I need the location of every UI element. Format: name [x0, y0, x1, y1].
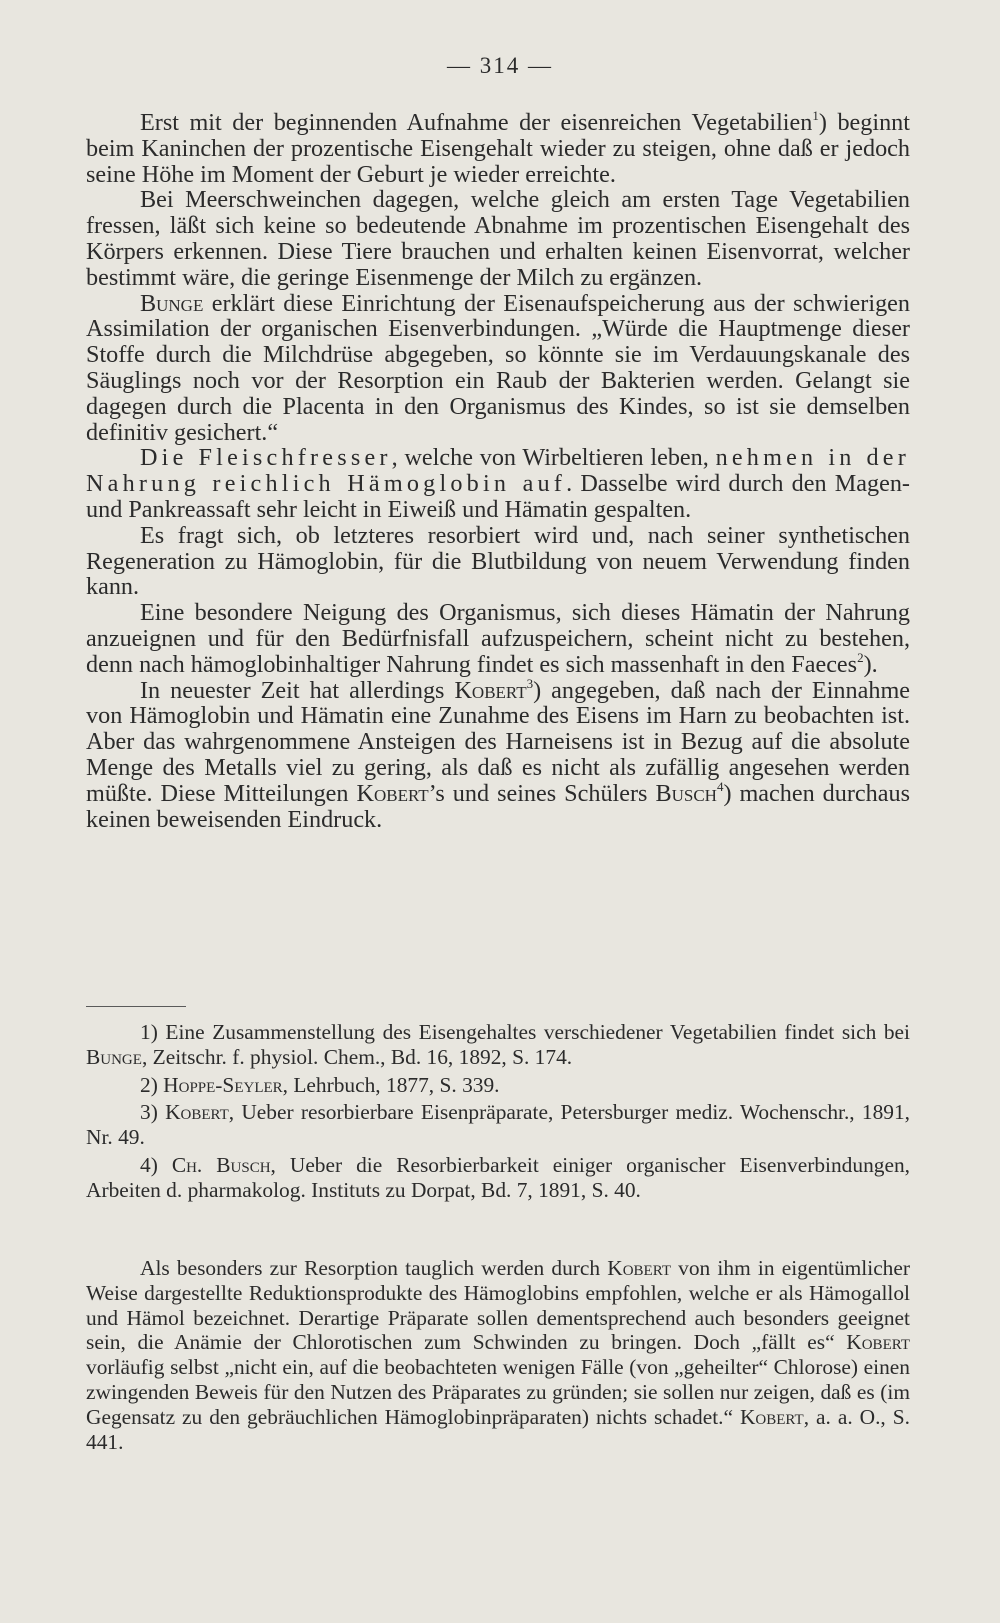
text-run: 4) — [140, 1152, 172, 1177]
paragraph — [86, 523, 910, 600]
text-run: von ihm in eigentümlicher Weise dargestellte Reduktionsprodukte des Hämoglobins empfohlen, welche er als Hämogallol und Hämol bezeichnet. Derartige Präparate sollen dementsprechend auch besonders geeignet sein, die Anämie der Chlorotischen zum Schwinden zu bringen. Doch „fällt es“ — [86, 1256, 910, 1355]
main-text — [86, 110, 910, 832]
author-name: Hoppe-Seyler — [163, 1072, 283, 1097]
paragraph — [86, 110, 910, 187]
footnote — [86, 1073, 910, 1098]
footnote-ref: 3 — [526, 675, 534, 691]
author-name: Kobert — [607, 1256, 671, 1280]
text-run: ’s und seines Schülers — [428, 779, 656, 807]
text-run: , welche von Wirbeltieren leben, — [391, 444, 716, 472]
text-run: Bei Meerschweinchen dagegen, welche gleich am ersten Tage Vegetabilien fressen, läßt sich keine so bedeutende Abnahme im prozentischen Eisengehalt des Körpers erkennen. Diese Tiere brauchen und erhalten keinen Eisenvorrat, welcher bestimmt wäre, die geringe Eisenmenge der Milch zu ergänzen. — [86, 186, 910, 291]
paragraph — [86, 600, 910, 677]
author-name: Bunge — [140, 289, 204, 317]
footnote-ref: 1 — [812, 108, 819, 123]
author-name: Kobert — [356, 779, 429, 807]
spaced-emphasis: nehmen in der Nahrung reichlich Hämoglobin auf — [86, 444, 910, 498]
text-run: Als besonders zur Resorption tauglich werden durch — [140, 1256, 608, 1280]
text-run: Eine besondere Neigung des Organismus, sich dieses Hämatin der Nahrung anzueignen und für den Bedürfnisfall aufzuspeichern, scheint nicht zu bestehen, denn nach hämoglobinhaltiger Nahrung findet es sich massenhaft in den Faeces — [86, 599, 910, 678]
text-run: ) beginnt beim Kaninchen der prozentische Eisengehalt wieder zu steigen, ohne daß er jedoch seine Höhe im Moment der Geburt je wieder erreichte. — [86, 109, 910, 188]
paragraph — [86, 445, 910, 522]
author-name: Kobert — [846, 1330, 910, 1355]
author-name: Ch. Busch — [171, 1152, 271, 1177]
footnote — [86, 1153, 910, 1203]
page-number: — 314 — — [447, 53, 553, 78]
footnote-divider — [86, 1006, 186, 1007]
text-run: ) machen durchaus keinen beweisenden Eindruck. — [86, 779, 910, 833]
text-run: , Ueber die Resorbierbarkeit einiger organischer Eisenverbindungen, Arbeiten d. pharmakolog. Instituts zu Dorpat, Bd. 7, 1891, S. 40. — [86, 1152, 910, 1202]
text-run: , Zeitschr. f. physiol. Chem., Bd. 16, 1892, S. 174. — [141, 1044, 573, 1069]
text-run: ) angegeben, daß nach der Einnahme von Hämoglobin und Hämatin eine Zunahme des Eisens im Harn zu beobachten ist. Aber das wahrgenommene Ansteigen des Harneisens ist in Bezug auf die absolute Menge des Metalls viel zu gering, als daß es nicht als zufällig angesehen werden müßte. Diese Mitteilungen — [86, 676, 910, 807]
footnote — [86, 1100, 910, 1150]
footnotes — [86, 1020, 910, 1206]
footnote — [86, 1020, 910, 1070]
text-run: Erst mit der beginnenden Aufnahme der eisenreichen Vegetabilien — [140, 109, 813, 136]
text-run: . Dasselbe wird durch den Magen- und Pankreassaft sehr leicht in Eiweiß und Hämatin gespalten. — [86, 470, 910, 523]
supplementary-note — [86, 1256, 910, 1454]
paragraph — [86, 1256, 910, 1454]
text-run: 2) — [140, 1072, 164, 1097]
text-run: , Lehrbuch, 1877, S. 339. — [282, 1072, 500, 1097]
spaced-emphasis: Die Fleischfresser — [140, 444, 392, 472]
text-run: erklärt diese Einrichtung der Eisenaufspeicherung aus der schwierigen Assimilation der organischen Eisenverbindungen. „Würde die Hauptmenge dieser Stoffe durch die Milchdrüse abgegeben, so könnte sie im Verdauungskanale des Säuglings noch vor der Resorption ein Raub der Bakterien werden. Gelangt sie dagegen durch die Placenta in den Organismus des Kindes, so ist sie demselben definitiv gesichert.“ — [86, 289, 910, 446]
author-name: Kobert — [454, 676, 527, 704]
paragraph — [86, 675, 910, 833]
author-name: Bunge — [86, 1044, 142, 1069]
footnote-ref: 2 — [857, 649, 864, 665]
text-run: , Ueber resorbierbare Eisenpräparate, Petersburger mediz. Wochenschr., 1891, Nr. 49. — [86, 1100, 911, 1150]
author-name: Kobert — [739, 1404, 804, 1429]
text-run: ). — [863, 650, 878, 678]
text-run: 3) — [140, 1100, 166, 1125]
text-run: vorläufig selbst „nicht ein, auf die beobachteten wenigen Fälle (von „geheilter“ Chlorose) einen zwingenden Beweis für den Nutzen des Präparates zu gründen; sie sollen nur zeigen, daß es (im Gegensatz zu den gebräuchlichen Hämoglobinpräparaten) nichts schadet.“ — [86, 1355, 910, 1429]
author-name: Kobert — [165, 1100, 229, 1125]
author-name: Busch — [655, 779, 717, 807]
footnote-ref: 4 — [716, 778, 724, 794]
text-run: 1) Eine Zusammenstellung des Eisengehaltes verschiedener Vegetabilien findet sich bei — [140, 1020, 910, 1044]
text-run: , a. a. O., S. 441. — [86, 1404, 910, 1454]
paragraph — [86, 291, 910, 446]
paragraph — [86, 187, 910, 290]
text-run: Es fragt sich, ob letzteres resorbiert wird und, nach seiner synthetischen Regeneration zu Hämoglobin, für die Blutbildung von neuem Verwendung finden kann. — [86, 521, 910, 601]
text-run: In neuester Zeit hat allerdings — [140, 676, 455, 704]
